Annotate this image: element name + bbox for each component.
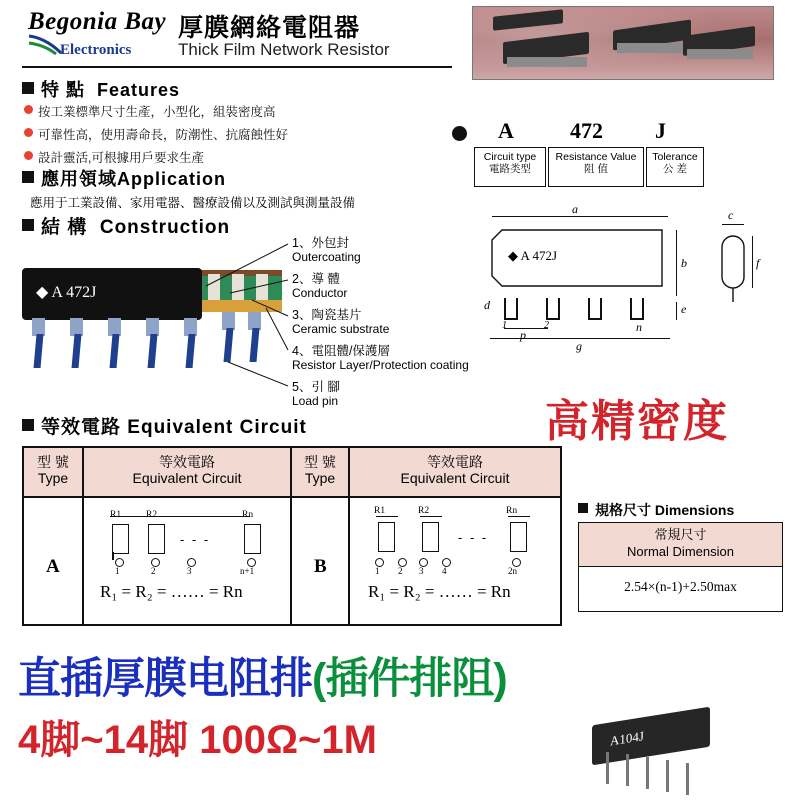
bullet-dot-icon <box>24 151 33 160</box>
header-divider <box>22 66 452 68</box>
brand-subtitle: Electronics <box>60 42 132 58</box>
callout-5: 5、引 腳 Load pin <box>292 380 340 409</box>
marking-dot-icon <box>452 126 467 141</box>
brand-logo-icon <box>28 34 62 56</box>
callout-3: 3、陶瓷基片 Ceramic substrate <box>292 308 390 337</box>
high-precision-text: 高精密度 <box>545 397 729 446</box>
feature-item-2: 可靠性高，使用壽命長，防潮性、抗腐蝕性好 <box>38 128 289 142</box>
formula-a: R₁ = R₂ = …… = Rn <box>100 582 243 601</box>
column-header-type-2: 型 號 Type <box>304 454 336 487</box>
bullet-square-icon <box>22 171 34 183</box>
dim-label-f: f <box>756 256 760 270</box>
dim-label-2: 2 <box>544 320 549 331</box>
outline-marking: ◆ A 472J <box>508 248 558 263</box>
application-text: 應用于工業設備、家用電器、醫療設備以及測試與測量設備 <box>30 196 356 210</box>
dim-label-p: p <box>520 328 526 342</box>
marking-value-3: J <box>655 118 666 143</box>
dim-label-g: g <box>576 339 582 353</box>
feature-item-1: 按工業標準尺寸生產，小型化，組裝密度高 <box>38 105 276 119</box>
dimensions-table <box>578 522 783 612</box>
equivalent-circuit-table <box>22 446 562 626</box>
row-type-a: A <box>46 556 60 577</box>
outline-side-view <box>716 232 756 302</box>
brand-name: Begonia Bay <box>28 8 167 35</box>
product-photo <box>472 6 774 80</box>
dimensions-heading: 規格尺寸 Dimensions <box>578 500 734 520</box>
construction-leader-lines <box>170 238 310 398</box>
marketing-line-1: 直插厚膜电阻排(插件排阻) <box>18 655 507 703</box>
bullet-square-icon <box>578 503 588 513</box>
callout-4: 4、電阻體/保護層 Resistor Layer/Protection coating <box>292 344 469 373</box>
bullet-dot-icon <box>24 128 33 137</box>
product-title-cn: 厚膜網絡電阻器 <box>178 14 361 42</box>
marking-box-tolerance: Tolerance 公 差 <box>646 147 704 187</box>
callout-2: 2、導 體 Conductor <box>292 272 348 301</box>
column-header-circuit-1: 等效電路 Equivalent Circuit <box>132 454 242 487</box>
product-chip-illustration <box>592 707 710 766</box>
marking-value-2: 472 <box>570 118 603 143</box>
marketing-line-2: 4脚~14脚 100Ω~1M <box>18 718 377 762</box>
body-marking: ◆ A 472J <box>36 284 97 301</box>
marking-value-1: A <box>498 118 514 143</box>
dim-label-a: a <box>572 202 578 216</box>
features-heading: 特 點 Features <box>22 76 180 102</box>
outline-drawing <box>460 202 790 366</box>
bullet-square-icon <box>22 219 34 231</box>
dim-label-n: n <box>636 320 642 334</box>
dimensions-table-header: 常規尺寸 Normal Dimension <box>579 523 782 567</box>
equivalent-circuit-heading: 等效電路 Equivalent Circuit <box>22 412 307 439</box>
dim-label-c: c <box>728 208 734 222</box>
dim-label-d: d <box>484 298 490 312</box>
feature-item-3: 設計靈活,可根據用戶要求生產 <box>38 151 204 165</box>
construction-heading: 結 構 Construction <box>22 212 230 239</box>
chip-label: A104J <box>610 728 644 749</box>
circuit-diagram-b: R1 R2 Rn - - - 1 2 3 4 2n <box>360 508 555 570</box>
dim-label-b: b <box>681 256 687 270</box>
bullet-square-icon <box>22 419 34 431</box>
marking-box-circuit-type: Circuit type 電路类型 <box>474 147 546 187</box>
row-type-b: B <box>314 556 327 577</box>
column-header-type-1: 型 號 Type <box>37 454 69 487</box>
bullet-square-icon <box>22 82 34 94</box>
product-title-en: Thick Film Network Resistor <box>178 40 390 59</box>
dim-label-1: 1 <box>502 320 507 331</box>
bullet-dot-icon <box>24 105 33 114</box>
dim-label-e: e <box>681 302 687 316</box>
column-header-circuit-2: 等效電路 Equivalent Circuit <box>400 454 510 487</box>
circuit-diagram-a: R1 R2 Rn - - - 1 2 3 n+1 <box>94 508 284 570</box>
formula-b: R₁ = R₂ = …… = Rn <box>368 582 511 601</box>
application-heading: 應用領域Application <box>22 165 226 191</box>
callout-1: 1、外包封 Outercoating <box>292 236 361 265</box>
marking-box-resistance: Resistance Value 阻 值 <box>548 147 644 187</box>
dimensions-table-value: 2.54×(n-1)+2.50max <box>624 579 737 594</box>
